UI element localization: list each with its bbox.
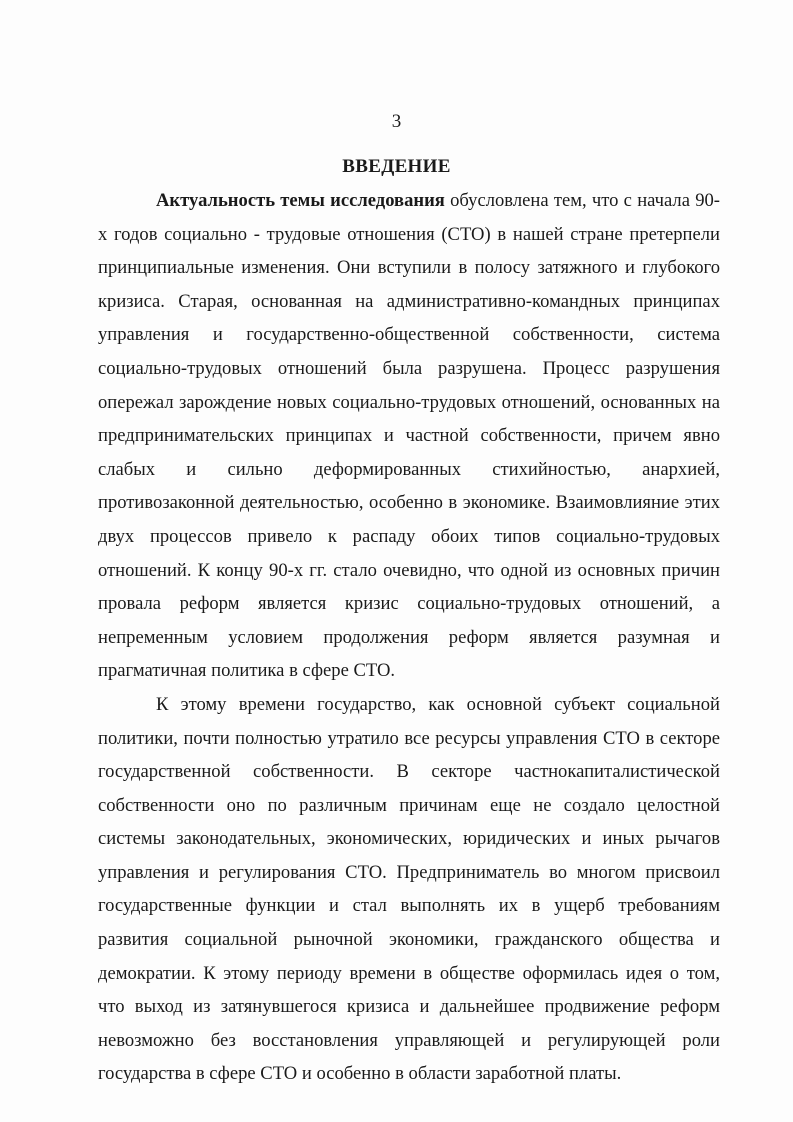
page-number: 3 xyxy=(391,111,402,132)
body-text xyxy=(98,184,720,1091)
section-heading: ВВЕДЕНИЕ xyxy=(342,156,451,177)
paragraph-text: К этому времени государство, как основной субъект социальной политики, почти полностью утратило все ресурсы управления СТО в секторе государственной собственности. В секторе частнокапиталистической собственности оно по различным причинам еще не создало целостной системы законодательных, экономических, юридических и иных рычагов управления и регулирования СТО. Предприниматель во многом присвоил государственные функции и стал выполнять их в ущерб требованиям развития социальной рыночной экономики, гражданского общества и демократии. К этому периоду времени в обществе оформилась идея о том, что выход из затянувшегося кризиса и дальнейшее продвижение реформ невозможно без восстановления управляющей и регулирующей роли государства в сфере СТО и особенно в области заработной платы. xyxy=(98,693,720,1085)
paragraph-state-role xyxy=(98,688,720,1091)
paragraph-bold-lead: Актуальность темы исследования xyxy=(156,190,445,211)
paragraph-relevance xyxy=(98,184,720,688)
paragraph-text: обусловлена тем, что с начала 90-х годов социально - трудовые отношения (СТО) в нашей стране претерпели принципиальные изменения. Они вступили в полосу затяжного и глубокого кризиса. Старая, основанная на административно-командных принципах управления и государственно-общественной собственности, система социально-трудовых отношений была разрушена. Процесс разрушения опережал зарождение новых социально-трудовых отношений, основанных на предпринимательских принципах и частной собственности, причем явно слабых и сильно деформированных стихийностью, анархией, противозаконной деятельностью, особенно в экономике. Взаимовлияние этих двух процессов привело к распаду обоих типов социально-трудовых отношений. К концу 90-х гг. стало очевидно, что одной из основных причин провала реформ является кризис социально-трудовых отношений, а непременным условием продолжения реформ является разумная и прагматичная политика в сфере СТО. xyxy=(98,190,721,682)
